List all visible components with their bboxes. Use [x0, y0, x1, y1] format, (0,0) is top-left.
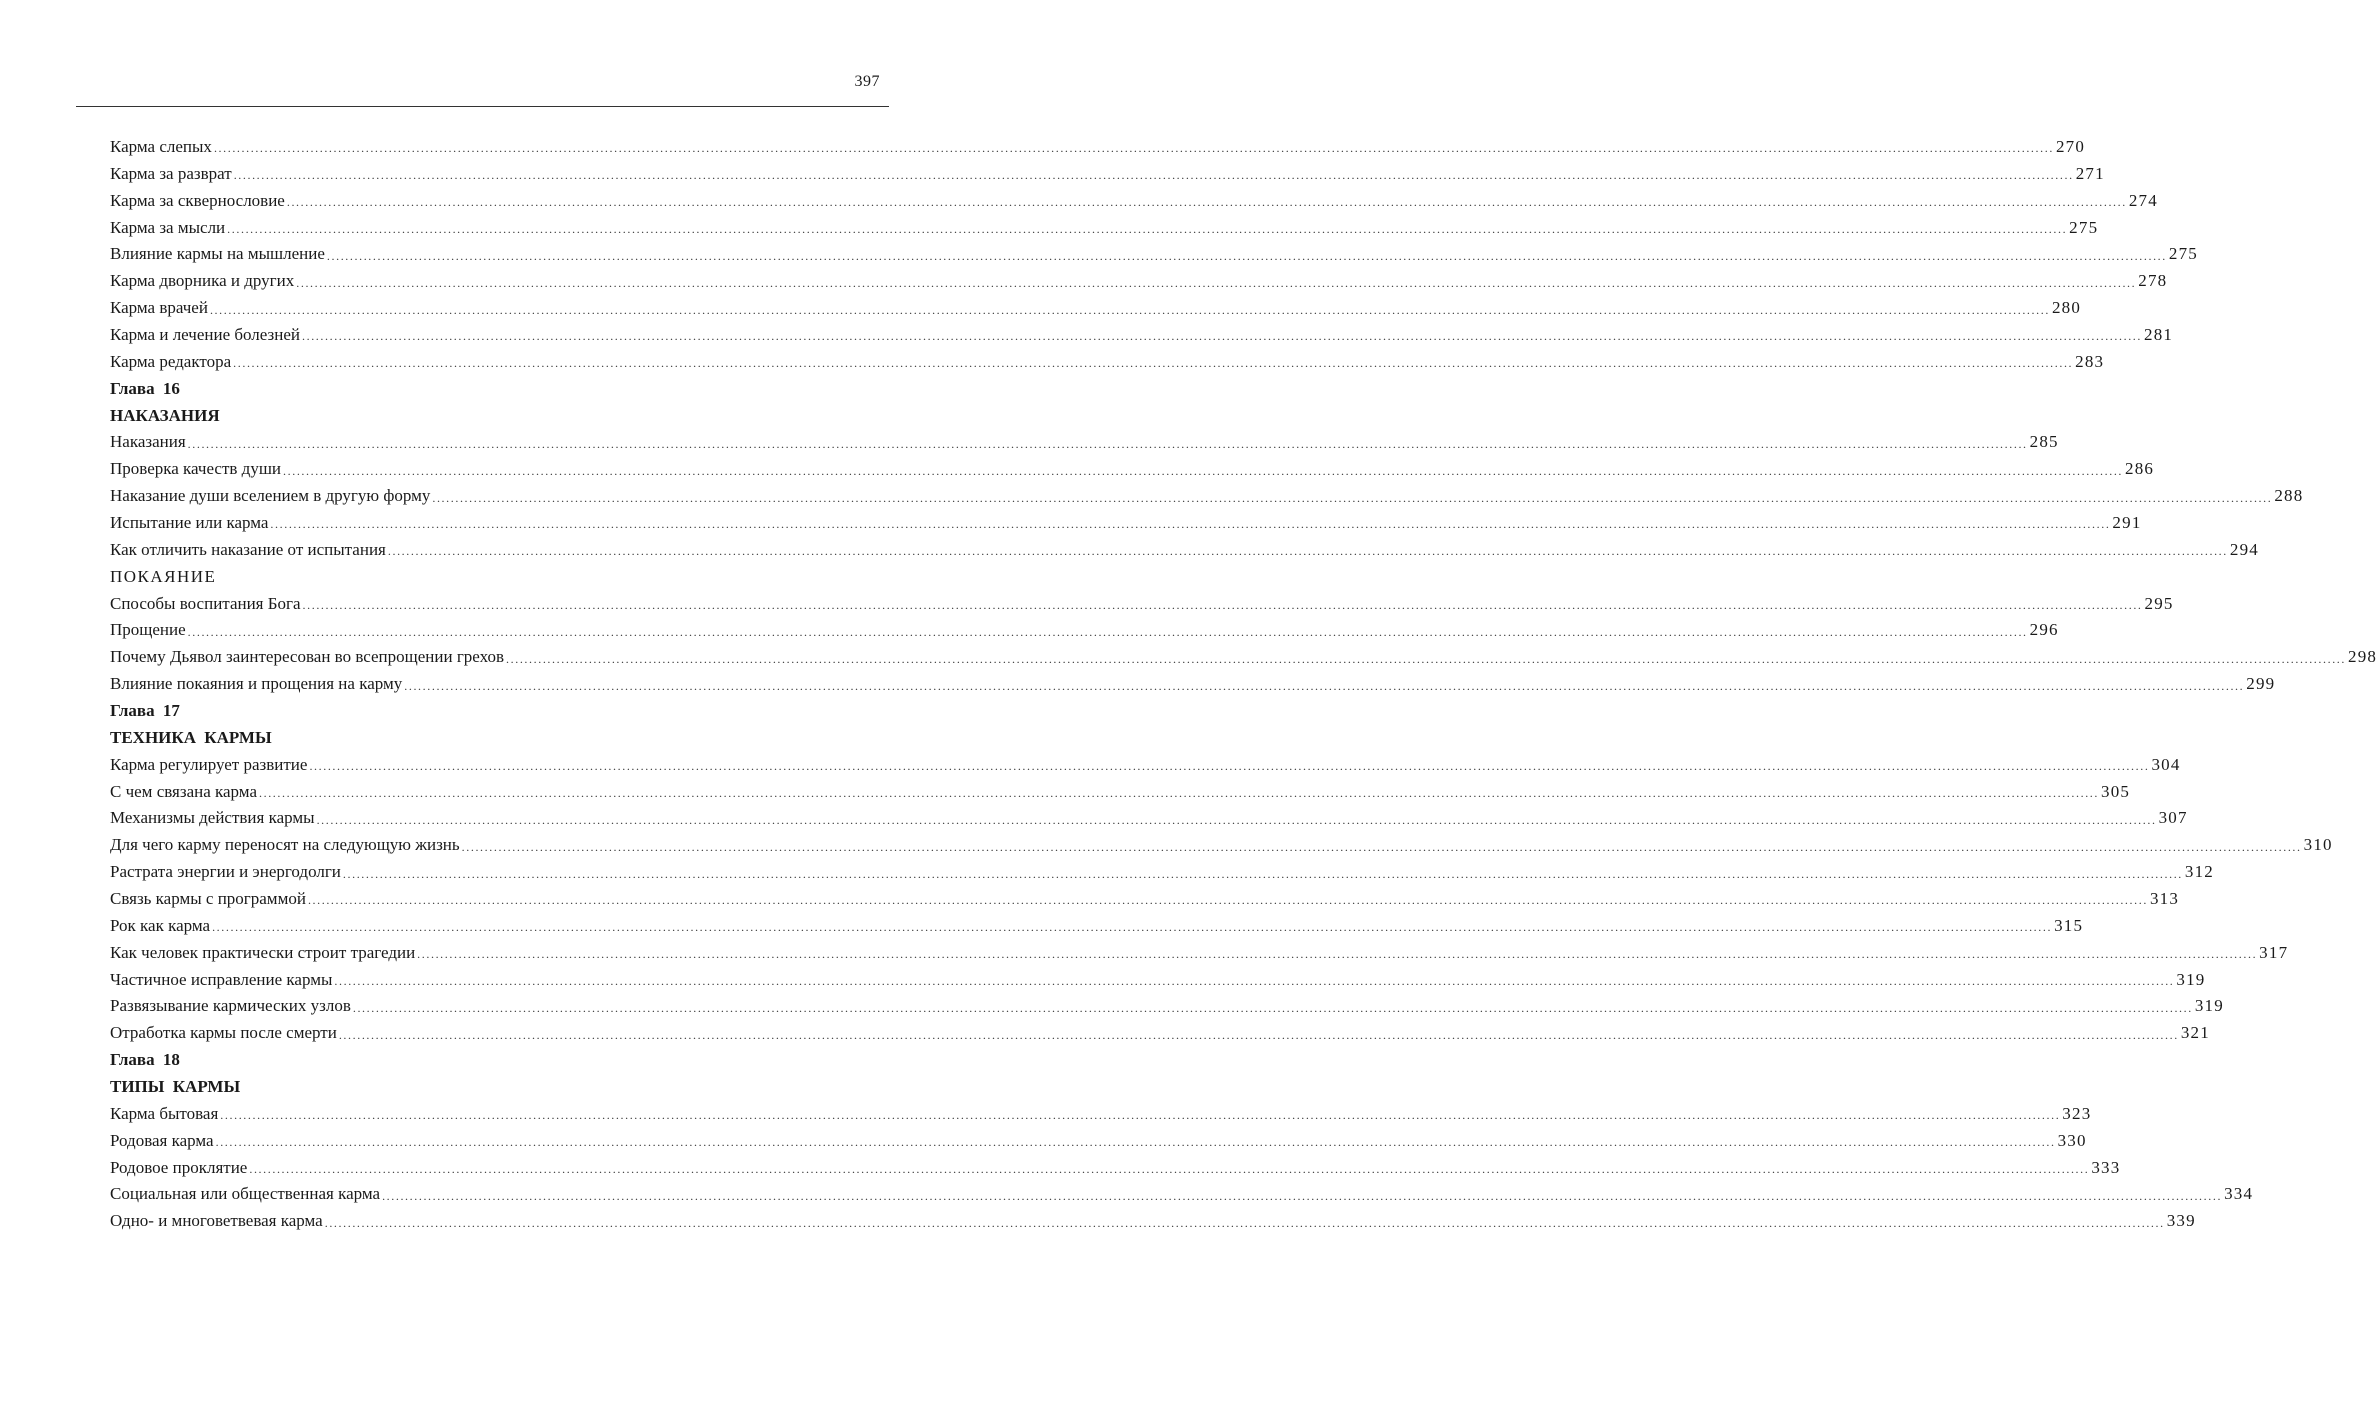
dot-leader: ................................................................................................................................................................................................................................................................................................................................................................................................................	[342, 866, 2183, 881]
dot-leader: ................................................................................................................................................................................................................................................................................................................................................................................................................	[324, 1215, 2165, 1230]
section-heading	[110, 402, 866, 429]
toc-entry-title: С чем связана карма	[110, 781, 257, 801]
toc-entry	[110, 348, 2105, 375]
toc-entry-page: 304	[2151, 754, 2181, 774]
toc-entry-page: 323	[2062, 1103, 2092, 1123]
dot-leader: ................................................................................................................................................................................................................................................................................................................................................................................................................	[187, 436, 2028, 451]
dot-leader: ................................................................................................................................................................................................................................................................................................................................................................................................................	[338, 1027, 2179, 1042]
toc-entry	[110, 590, 2174, 617]
toc-entry	[110, 455, 2155, 482]
toc-entry-page: 330	[2057, 1130, 2087, 1150]
toc-entry-page: 274	[2128, 190, 2158, 210]
toc-entry-page: 310	[2303, 835, 2333, 855]
toc-entry-title: Карма врачей	[110, 298, 208, 318]
heading-text: ТЕХНИКА КАРМЫ	[110, 727, 272, 747]
toc-entry	[110, 267, 2168, 294]
dot-leader: ................................................................................................................................................................................................................................................................................................................................................................................................................	[387, 544, 2228, 559]
toc-entry-title: Растрата энергии и энергодолги	[110, 862, 341, 882]
toc-entry-page: 296	[2029, 620, 2059, 640]
toc-entry	[110, 885, 2180, 912]
toc-entry	[110, 482, 2304, 509]
section-heading	[110, 724, 866, 751]
dot-leader: ................................................................................................................................................................................................................................................................................................................................................................................................................	[307, 893, 2148, 908]
dot-leader: ................................................................................................................................................................................................................................................................................................................................................................................................................	[382, 1188, 2223, 1203]
heading-text: Глава 16	[110, 378, 180, 398]
toc-entry-title: Отработка кармы после смерти	[110, 1023, 337, 1043]
toc-entry-page: 312	[2184, 862, 2215, 882]
dot-leader: ................................................................................................................................................................................................................................................................................................................................................................................................................	[296, 275, 2137, 290]
toc-entry-title: Карма за мысли	[110, 217, 226, 237]
toc-entry-title: Карма редактора	[110, 351, 232, 371]
toc-entry	[110, 858, 2215, 885]
dot-leader: ................................................................................................................................................................................................................................................................................................................................................................................................................	[209, 302, 2050, 317]
toc-entry-page: 307	[2158, 808, 2188, 828]
toc-entry-page: 270	[2055, 136, 2086, 156]
dot-leader: ................................................................................................................................................................................................................................................................................................................................................................................................................	[233, 356, 2074, 371]
toc-entry	[110, 1154, 2121, 1181]
toc-entry	[110, 294, 2082, 321]
dot-leader: ................................................................................................................................................................................................................................................................................................................................................................................................................	[227, 222, 2068, 236]
toc-entry-title: Социальная или общественная карма	[110, 1184, 381, 1204]
header-rule	[76, 106, 889, 107]
dot-leader: ................................................................................................................................................................................................................................................................................................................................................................................................................	[352, 1000, 2193, 1015]
heading-text: Глава 18	[110, 1050, 180, 1070]
toc-entry-page: 281	[2144, 324, 2174, 344]
dot-leader: ................................................................................................................................................................................................................................................................................................................................................................................................................	[220, 1108, 2061, 1123]
toc-entry	[110, 536, 2259, 563]
heading-text: НАКАЗАНИЯ	[110, 405, 220, 425]
toc-entry-page: 295	[2144, 593, 2174, 613]
dot-leader: ................................................................................................................................................................................................................................................................................................................................................................................................................	[326, 248, 2167, 263]
toc-entry-page: 275	[2168, 244, 2198, 264]
toc-entry-title: Развязывание кармических узлов	[110, 996, 351, 1016]
toc-entry-page: 319	[2194, 996, 2224, 1016]
toc-entry-title: Способы воспитания Бога	[110, 593, 301, 613]
toc-entry-title: Рок как карма	[110, 915, 211, 935]
dot-leader: ................................................................................................................................................................................................................................................................................................................................................................................................................	[417, 947, 2258, 962]
toc-entry-title: Частичное исправление кармы	[110, 969, 333, 989]
toc-entry-page: 317	[2259, 942, 2289, 962]
toc-entry-title: Карма слепых	[110, 136, 212, 156]
toc-entry-title: Прощение	[110, 620, 186, 640]
toc-entry-title: Родовая карма	[110, 1130, 214, 1150]
toc-entry	[110, 939, 2289, 966]
toc-entry-page: 278	[2138, 271, 2168, 291]
dot-leader: ................................................................................................................................................................................................................................................................................................................................................................................................................	[233, 168, 2074, 183]
toc-entry-page: 298	[2348, 647, 2377, 667]
toc-entry	[110, 321, 2174, 348]
dot-leader: ................................................................................................................................................................................................................................................................................................................................................................................................................	[309, 759, 2150, 774]
toc-entry-page: 333	[2091, 1157, 2121, 1177]
toc-entry-title: Влияние кармы на мышление	[110, 244, 325, 264]
toc-entry	[110, 643, 2377, 670]
toc-entry	[110, 187, 2158, 214]
toc-entry-page: 305	[2101, 781, 2131, 801]
toc-entry-title: Наказание души вселением в другую форму	[110, 486, 431, 506]
toc-entry-title: Карма бытовая	[110, 1103, 219, 1123]
toc-entry-page: 288	[2274, 486, 2304, 506]
dot-leader: ................................................................................................................................................................................................................................................................................................................................................................................................................	[215, 1135, 2056, 1150]
toc-entry-page: 285	[2029, 432, 2059, 452]
dot-leader: ................................................................................................................................................................................................................................................................................................................................................................................................................	[461, 839, 2302, 854]
toc-entry-page: 294	[2229, 539, 2259, 559]
dot-leader: ................................................................................................................................................................................................................................................................................................................................................................................................................	[283, 463, 2124, 478]
dot-leader: ................................................................................................................................................................................................................................................................................................................................................................................................................	[286, 195, 2127, 210]
heading-text: ПОКАЯНИЕ	[110, 566, 217, 586]
dot-leader: ................................................................................................................................................................................................................................................................................................................................................................................................................	[302, 329, 2142, 344]
toc-entry	[110, 1181, 2254, 1208]
heading-text: ТИПЫ КАРМЫ	[110, 1077, 241, 1096]
toc-entry	[110, 509, 2142, 536]
toc-entry-title: Карма за разврат	[110, 163, 232, 183]
toc-entry-page: 315	[2054, 915, 2084, 935]
toc-entry	[110, 778, 2131, 805]
section-heading	[110, 1073, 866, 1100]
toc-entry-title: Как отличить наказание от испытания	[110, 539, 386, 559]
dot-leader: ................................................................................................................................................................................................................................................................................................................................................................................................................	[249, 1162, 2090, 1177]
chapter-heading	[110, 1046, 866, 1073]
toc-entry	[110, 428, 2059, 455]
toc-entry-title: Для чего карму переносят на следующую жизнь	[110, 835, 460, 855]
page-number: 397	[854, 73, 880, 90]
dot-leader: ................................................................................................................................................................................................................................................................................................................................................................................................................	[404, 678, 2245, 693]
dot-leader: ................................................................................................................................................................................................................................................................................................................................................................................................................	[506, 651, 2347, 666]
chapter-heading	[110, 375, 866, 402]
toc-entry-page: 286	[2125, 459, 2155, 479]
dot-leader: ................................................................................................................................................................................................................................................................................................................................................................................................................	[432, 490, 2273, 505]
toc-entry-title: Связь кармы с программой	[110, 888, 306, 908]
heading-text: Глава 17	[110, 700, 180, 720]
toc-entry	[110, 1100, 2092, 1127]
toc-entry	[110, 966, 2206, 993]
dot-leader: ................................................................................................................................................................................................................................................................................................................................................................................................................	[187, 624, 2028, 639]
toc-entry-title: Наказания	[110, 432, 186, 452]
dot-leader: ................................................................................................................................................................................................................................................................................................................................................................................................................	[213, 141, 2054, 156]
toc-entry-page: 280	[2051, 298, 2082, 318]
toc-entry	[110, 616, 2059, 643]
toc-entry-page: 313	[2149, 888, 2180, 908]
toc-entry-title: Карма дворника и других	[110, 271, 295, 291]
toc-entry	[110, 214, 2099, 241]
toc-entry-page: 321	[2180, 1023, 2210, 1043]
toc-entry	[110, 160, 2105, 187]
toc-entry-page: 299	[2246, 674, 2276, 694]
toc-entry-page: 319	[2176, 969, 2206, 989]
toc-entry	[110, 804, 2188, 831]
dot-leader: ................................................................................................................................................................................................................................................................................................................................................................................................................	[259, 786, 2099, 801]
toc-entry-page: 339	[2166, 1211, 2196, 1231]
toc-entry-title: Механизмы действия кармы	[110, 808, 315, 828]
dot-leader: ................................................................................................................................................................................................................................................................................................................................................................................................................	[334, 974, 2175, 989]
toc-entry	[110, 133, 2086, 160]
toc-entry	[110, 831, 2333, 858]
toc-entry-page: 334	[2224, 1184, 2254, 1204]
toc-entry	[110, 1019, 2210, 1046]
chapter-heading	[110, 697, 866, 724]
toc-entry-title: Почему Дьявол заинтересован во всепрощении грехов	[110, 647, 505, 667]
dot-leader: ................................................................................................................................................................................................................................................................................................................................................................................................................	[316, 812, 2157, 827]
toc-entry-title: Проверка качеств души	[110, 459, 282, 479]
subsection-heading	[110, 563, 866, 590]
toc-entry-title: Одно- и многоветвевая карма	[110, 1211, 323, 1231]
toc-entry	[110, 751, 2181, 778]
toc-entry-title: Испытание или карма	[110, 512, 269, 532]
toc-entry-title: Карма и лечение болезней	[110, 324, 300, 344]
toc-entry-page: 283	[2075, 351, 2105, 371]
toc-entry	[110, 240, 2198, 267]
toc-entry	[110, 670, 2276, 697]
table-of-contents	[110, 133, 2377, 1234]
toc-entry	[110, 993, 2224, 1020]
toc-entry	[110, 1127, 2087, 1154]
dot-leader: ................................................................................................................................................................................................................................................................................................................................................................................................................	[212, 920, 2053, 935]
toc-entry-title: Как человек практически строит трагедии	[110, 942, 416, 962]
toc-entry-page: 271	[2075, 163, 2105, 183]
dot-leader: ................................................................................................................................................................................................................................................................................................................................................................................................................	[302, 598, 2143, 613]
toc-entry-title: Карма регулирует развитие	[110, 754, 308, 774]
toc-entry	[110, 1207, 2196, 1234]
toc-entry	[110, 912, 2084, 939]
toc-entry-title: Родовое проклятие	[110, 1157, 248, 1177]
dot-leader: ................................................................................................................................................................................................................................................................................................................................................................................................................	[270, 517, 2111, 532]
toc-entry-page: 275	[2069, 217, 2099, 237]
toc-entry-title: Карма за сквернословие	[110, 190, 285, 210]
toc-entry-page: 291	[2112, 512, 2142, 532]
toc-entry-title: Влияние покаяния и прощения на карму	[110, 674, 403, 694]
